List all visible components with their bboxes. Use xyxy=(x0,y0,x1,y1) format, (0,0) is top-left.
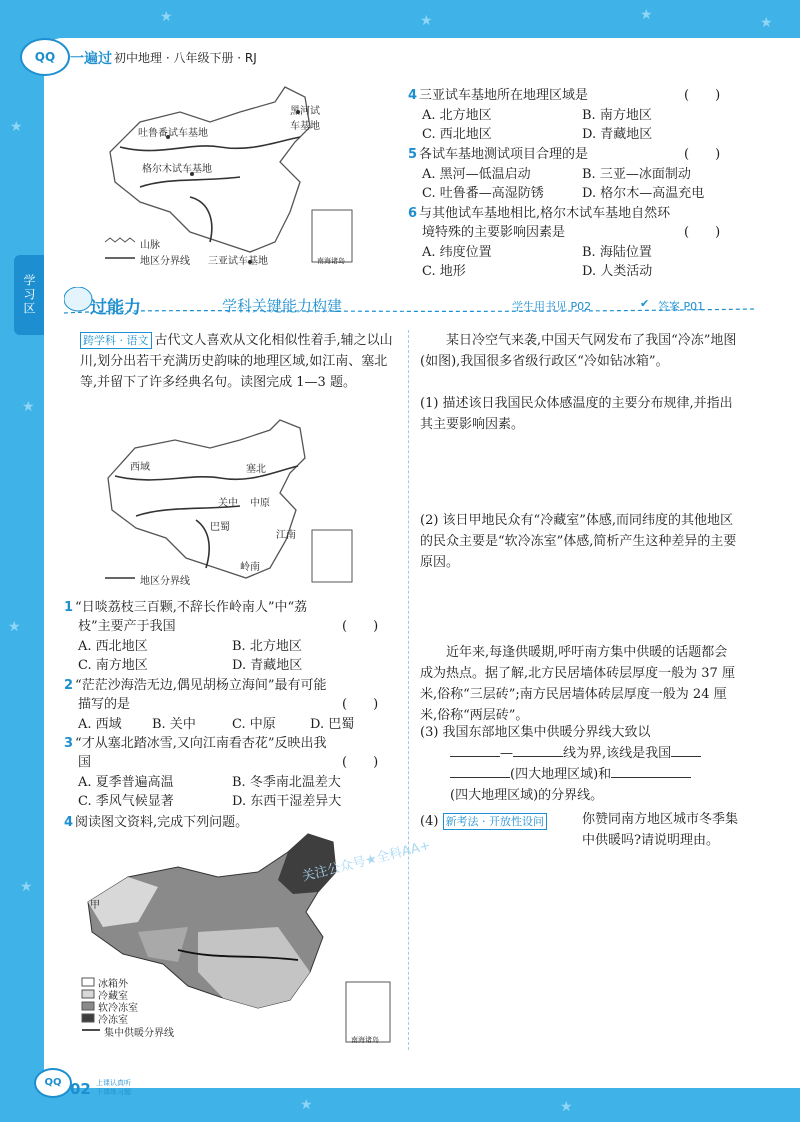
heating-paragraph: 近年来,每逢供暖期,呼吁南方集中供暖的话题都会成为热点。据了解,北方民居墙体砖层厚度一般为 37 厘米,俗称“三层砖”;南方民居墙体砖层厚度一般为 24 厘米,俗称“两层砖”。 xyxy=(420,645,735,723)
map-cultural-regions xyxy=(100,418,360,590)
option-a[interactable]: A. 纬度位置 xyxy=(422,245,492,260)
intro-text: 古代文人喜欢从文化相似性着手,辅之以山川,划分出若干充满历史韵味的地理区域,如江南、塞北等,并留下了许多经典名句。读图完成 1—3 题。 xyxy=(80,333,393,390)
map2-label-zhongyuan: 中原 xyxy=(250,498,270,509)
student-book-ref[interactable]: 学生用书见 P02 xyxy=(512,300,592,313)
answer-paren[interactable]: ( ) xyxy=(684,147,721,162)
map3-inset-label: 南海诸岛 xyxy=(351,1036,379,1044)
legend-soft-freezer: 软冷冻室 xyxy=(98,1003,138,1014)
answer-paren[interactable]: ( ) xyxy=(342,619,379,634)
answer-paren[interactable]: ( ) xyxy=(684,88,721,103)
option-c[interactable]: C. 南方地区 xyxy=(78,658,148,673)
course-title: 初中地理 · 八年级下册 · RJ xyxy=(114,51,257,65)
option-c[interactable]: C. 中原 xyxy=(232,717,276,732)
section-title: 过能力 xyxy=(90,298,141,318)
legend-heating-line: 集中供暖分界线 xyxy=(104,1028,174,1039)
question-stem-cont: 境特殊的主要影响因素是 xyxy=(422,225,566,240)
option-a[interactable]: A. 西域 xyxy=(78,717,122,732)
option-d[interactable]: D. 人类活动 xyxy=(582,264,653,279)
map2-label-jiangnan: 江南 xyxy=(276,530,296,541)
legend-cold-storage: 冷藏室 xyxy=(98,991,128,1002)
page-number: 02 xyxy=(70,1080,91,1098)
option-c[interactable]: C. 吐鲁番—高湿防锈 xyxy=(422,186,544,201)
check-icon: ✔ xyxy=(640,297,650,310)
footer-logo-icon: QQ xyxy=(34,1068,72,1098)
footer-slogan: 上课认真听 下课练习题 xyxy=(96,1079,131,1096)
subquestion-4-label: (4) xyxy=(420,814,439,829)
question-number: 6 xyxy=(408,206,418,221)
question-stem-cont: 国 xyxy=(78,755,92,770)
subquestion-2: (2) 该日甲地民众有“冷藏室”体感,而同纬度的其他地区的民众主要是“软冷冻室”体感,简析产生这种差异的主要原因。 xyxy=(420,513,737,570)
option-c[interactable]: C. 季风气候显著 xyxy=(78,794,174,809)
answer-paren[interactable]: ( ) xyxy=(684,225,721,240)
map1-inset-label: 南海诸岛 xyxy=(317,257,345,265)
map1-legend-mountain: 山脉 xyxy=(140,240,160,251)
section-band xyxy=(64,287,754,315)
section-subtitle: 学科关键能力构建 xyxy=(222,297,343,315)
subquestion-3-line1: (3) 我国东部地区集中供暖分界线大致以 xyxy=(420,725,651,740)
map3-label-jia: 甲 xyxy=(90,900,100,911)
option-d[interactable]: D. 巴蜀 xyxy=(310,717,355,732)
map-test-bases xyxy=(100,82,360,272)
side-tab-study[interactable]: 学习区 xyxy=(14,255,44,335)
map1-legend-boundary: 地区分界线 xyxy=(140,256,190,267)
question-number: 3 xyxy=(64,736,74,751)
subquestion-3-line3 xyxy=(450,765,691,784)
fill-blank-1[interactable] xyxy=(450,756,500,757)
cross-subject-tag: 跨学科 · 语文 xyxy=(80,332,152,349)
fill-blank-3[interactable] xyxy=(671,756,701,757)
answer-paren[interactable]: ( ) xyxy=(342,755,379,770)
new-method-tag: 新考法 · 开放性设问 xyxy=(443,813,548,830)
legend-freezer: 冷冻室 xyxy=(98,1015,128,1026)
option-d[interactable]: D. 东西干湿差异大 xyxy=(232,794,342,809)
fill-blank-2[interactable] xyxy=(513,756,563,757)
logo-icon: QQ xyxy=(20,38,70,76)
subquestion-4-text: 你赞同南方地区城市冬季集中供暖吗?请说明理由。 xyxy=(582,812,739,848)
subquestion-1: (1) 描述该日我国民众体感温度的主要分布规律,并指出其主要影响因素。 xyxy=(420,396,733,432)
question-number: 5 xyxy=(408,147,418,162)
option-c[interactable]: C. 地形 xyxy=(422,264,466,279)
right-intro: 某日冷空气来袭,中国天气网发布了我国“冷冻”地图(如图),我国很多省级行政区“冷如钻冰箱”。 xyxy=(420,333,737,369)
fill-blank-4[interactable] xyxy=(611,777,691,778)
answer-ref[interactable]: 答案 P01 xyxy=(658,300,705,313)
option-a[interactable]: A. 西北地区 xyxy=(78,639,148,654)
option-b[interactable]: B. 冬季南北温差大 xyxy=(232,775,341,790)
map2-label-saibei: 塞北 xyxy=(246,464,266,475)
answer-paren[interactable]: ( ) xyxy=(342,697,379,712)
question-stem: 与其他试车基地相比,格尔木试车基地自然环 xyxy=(419,206,671,221)
question-stem: “才从塞北踏冰雪,又向江南看杏花”反映出我 xyxy=(75,736,327,751)
question-stem: 三亚试车基地所在地理区域是 xyxy=(419,88,589,103)
map2-label-bashu: 巴蜀 xyxy=(210,522,230,533)
column-divider xyxy=(408,330,409,1050)
question-4 xyxy=(64,813,248,832)
option-d[interactable]: D. 青藏地区 xyxy=(232,658,303,673)
option-b[interactable]: B. 海陆位置 xyxy=(582,245,652,260)
map2-label-lingnan: 岭南 xyxy=(240,562,260,573)
watermark: 关注公众号★全科AA+ xyxy=(300,838,433,885)
map2-legend-boundary: 地区分界线 xyxy=(140,576,190,587)
question-stem: “日啖荔枝三百颗,不辞长作岭南人”中“荔 xyxy=(75,600,308,615)
question-number: 2 xyxy=(64,678,74,693)
option-a[interactable]: A. 北方地区 xyxy=(422,108,492,123)
subquestion-3-text-c: (四大地理区域)和 xyxy=(510,767,612,782)
subquestion-3-text-d: (四大地理区域)的分界线。 xyxy=(450,788,604,803)
question-stem-cont: 描写的是 xyxy=(78,697,131,712)
brand-title: 一遍过 xyxy=(70,51,112,67)
fill-blank-3b[interactable] xyxy=(450,777,510,778)
map1-label-golmud: 格尔木试车基地 xyxy=(142,164,212,175)
map2-label-xiyu: 西域 xyxy=(130,462,150,473)
question-stem-cont: 枝”主要产于我国 xyxy=(78,619,176,634)
option-c[interactable]: C. 西北地区 xyxy=(422,127,492,142)
question-number: 4 xyxy=(408,88,418,103)
map2-label-guanzhong: 关中 xyxy=(218,498,238,509)
map1-label-turpan: 吐鲁番试车基地 xyxy=(138,128,208,139)
legend-fridge-outside: 冰箱外 xyxy=(98,979,128,990)
option-b[interactable]: B. 北方地区 xyxy=(232,639,302,654)
map1-label-heihe: 黑河试车基地 xyxy=(290,106,320,132)
option-b[interactable]: B. 关中 xyxy=(152,717,196,732)
question-stem: 阅读图文资料,完成下列问题。 xyxy=(75,815,249,830)
subquestion-3-text-b: 线为界,该线是我国 xyxy=(563,746,672,761)
map1-label-sanya: 三亚试车基地 xyxy=(208,256,268,267)
question-stem: “茫茫沙海浩无边,偶见胡杨立海间”最有可能 xyxy=(75,678,327,693)
question-number: 1 xyxy=(64,600,74,615)
question-stem: 各试车基地测试项目合理的是 xyxy=(419,147,589,162)
option-d[interactable]: D. 格尔木—高温充电 xyxy=(582,186,705,201)
subquestion-3-line2: — 线为界,该线是我国 xyxy=(450,744,701,763)
option-b[interactable]: B. 南方地区 xyxy=(582,108,652,123)
option-b[interactable]: B. 三亚—冰面制动 xyxy=(582,167,691,182)
option-d[interactable]: D. 青藏地区 xyxy=(582,127,653,142)
option-a[interactable]: A. 夏季普遍高温 xyxy=(78,775,174,790)
option-a[interactable]: A. 黑河—低温启动 xyxy=(422,167,531,182)
intro-paragraph xyxy=(80,330,398,393)
question-number: 4 xyxy=(64,815,74,830)
